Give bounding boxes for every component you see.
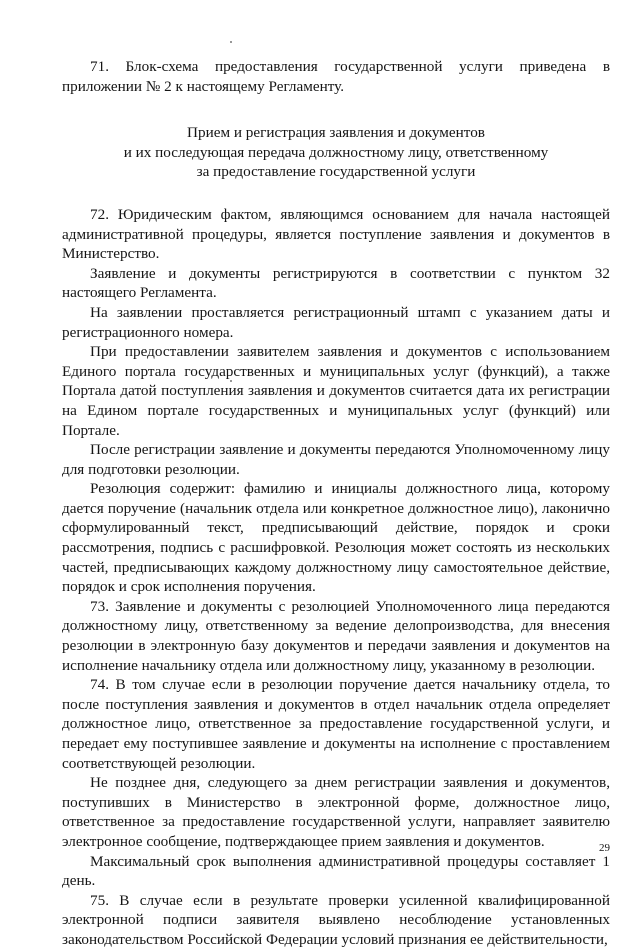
document-page: [62, 57, 610, 950]
section-heading: [62, 123, 610, 182]
paragraph-73: 73. Заявление и документы с резолюцией Уполномоченного лица передаются должностному лицу, ответственному за ведение делопроизводства, для внесения резолюции в электронную базу документов и передачи заявления и документов на исполнение начальнику отдела или должностному лицу, указанному в резолюции.: [62, 597, 610, 674]
paragraph: После регистрации заявление и документы передаются Уполномоченному лицу для подготовки резолюции.: [62, 441, 610, 478]
scan-speck: [230, 41, 232, 43]
paragraph-72: 72. Юридическим фактом, являющимся основанием для начала настоящей административной процедуры, является поступление заявления и документов в Министерство.: [62, 205, 610, 263]
paragraph-71: 71. Блок-схема предоставления государственной услуги приведена в приложении № 2 к настоящему Регламенту.: [62, 58, 610, 95]
paragraph-75: 75. В случае если в результате проверки усиленной квалифицированной электронной подписи заявителя выявлено несоблюдение установленных законодательством Российской Федерации условий признания ее действительности,: [62, 891, 610, 948]
heading-line: Прием и регистрация заявления и документов: [187, 124, 485, 142]
paragraph: На заявлении проставляется регистрационный штамп с указанием даты и регистрационного номера.: [62, 303, 610, 341]
paragraph: Не позднее дня, следующего за днем регистрации заявления и документов, поступивших в Министерство в электронной форме, должностное лицо, ответственное за предоставление государственной услуги, направляет заявителю электронное сообщение, подтверждающее прием заявления и документов.: [62, 774, 610, 850]
paragraph: При предоставлении заявителем заявления и документов с использованием Единого портала государственных и муниципальных услуг (функций), а также Портала датой поступления заявления и документов считается дата их регистрации на Едином портале государственных и муниципальных услуг (функций) или Портале.: [62, 343, 610, 439]
heading-line: и их последующая передача должностному лицу, ответственному: [123, 143, 549, 161]
page-number: 29: [599, 842, 610, 854]
paragraph: Заявление и документы регистрируются в соответствии с пунктом 32 настоящего Регламента.: [62, 264, 610, 302]
paragraph: Максимальный срок выполнения административной процедуры составляет 1 день.: [62, 852, 610, 890]
paragraph-74: 74. В том случае если в резолюции поручение дается начальнику отдела, то после поступления заявления и документов в отдел начальник отдела определяет должностное лицо, ответственное за предоставление государственной услуги, и передает ему поступившее заявление и документы на исполнение с проставлением соответствующей резолюции.: [62, 676, 610, 772]
paragraph: Резолюция содержит: фамилию и инициалы должностного лица, которому дается поручение (начальник отдела или конкретное должностное лицо), лаконично сформулированный текст, предписывающий действие, порядок и сроки рассмотрения, подпись с расшифровкой. Резолюция может состоять из нескольких частей, предписывающих каждому должностному лицу самостоятельное действие, порядок и срок исполнения поручения.: [62, 480, 610, 596]
heading-line: за предоставление государственной услуги: [196, 163, 476, 181]
